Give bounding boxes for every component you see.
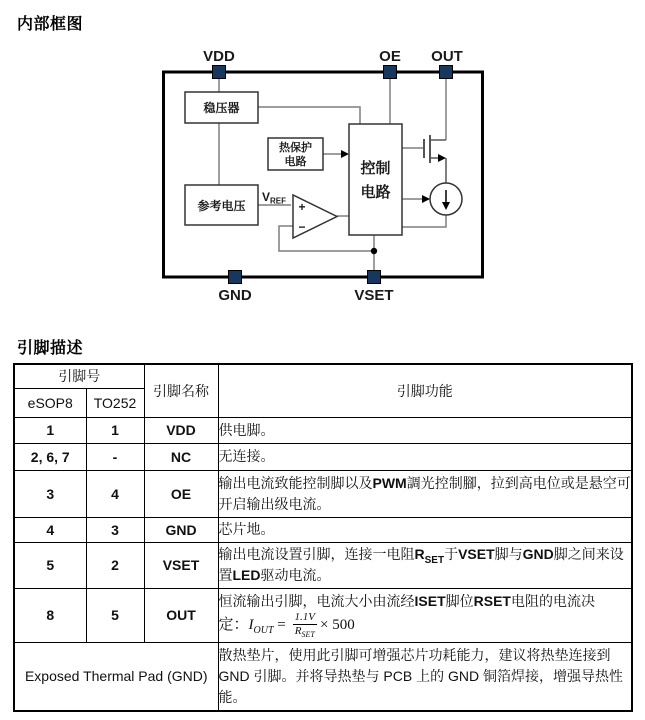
section-title-pin-description: 引脚描述: [17, 340, 84, 357]
control-to-source-arrow-icon: [422, 195, 430, 203]
pin-function-cell: 恒流输出引脚，电流大小由流经ISET脚位RSET电阻的电流决 定：$I_{OUT}$ = $\frac{1.1V}{R_{SET}}$ × 500: [218, 588, 632, 642]
pin-function-cell: 无连接。: [218, 443, 632, 470]
thermal-label-line1: 热保护: [279, 142, 312, 154]
reference-label: 参考电压: [197, 199, 246, 213]
pin-function-cell: 供电脚。: [218, 417, 632, 443]
vdd-pin-label: VDD: [203, 48, 235, 65]
table-row-out: [14, 588, 632, 642]
to252-cell: 4: [86, 470, 144, 517]
to252-cell: 5: [86, 588, 144, 642]
pin-name-cell: VDD: [144, 417, 218, 443]
esop8-cell: 5: [14, 542, 86, 588]
pin-function-cell: 散热垫片，使用此引脚可增强芯片功耗能力，建议将热垫连接到 GND 引脚。并将导热垫与 PCB 上的 GND 铜箔焊接，增强导热性能。: [218, 642, 632, 711]
table-row-gnd: [14, 517, 632, 542]
opamp-symbol: [293, 195, 337, 238]
thermal-to-control-arrow-icon: [341, 150, 349, 158]
regulator-label: 稳压器: [203, 101, 240, 115]
pin-name-cell: VSET: [144, 542, 218, 588]
thermal-label-line2: 电路: [284, 156, 307, 168]
header-esop8: eSOP8: [14, 388, 86, 417]
control-label-line1: 控制: [360, 160, 391, 177]
section-title-internal-block-diagram: 内部框图: [17, 16, 84, 33]
table-row-vset: [14, 542, 632, 588]
pin-name-cell: NC: [144, 443, 218, 470]
to252-cell: 3: [86, 517, 144, 542]
control-circuit-block: [349, 124, 402, 235]
header-to252: TO252: [86, 388, 144, 417]
table-header-row-1: [14, 364, 632, 388]
to252-cell: 2: [86, 542, 144, 588]
opamp-minus-sign: −: [298, 220, 306, 234]
esop8-cell: 4: [14, 517, 86, 542]
pin-name-cell: GND: [144, 517, 218, 542]
pin-description-table: [13, 363, 633, 712]
header-pin-function: 引脚功能: [218, 364, 632, 417]
to252-cell: -: [86, 443, 144, 470]
pin-function-cell: 输出电流设置引脚，连接一电阻$R_{SET}$于VSET脚与GND脚之间来设置LED驱动电流。: [218, 542, 632, 588]
esop8-cell: 2, 6, 7: [14, 443, 86, 470]
internal-block-diagram: [0, 0, 645, 330]
to252-cell: 1: [86, 417, 144, 443]
esop8-cell: 8: [14, 588, 86, 642]
out-pin-label: OUT: [431, 48, 463, 65]
header-pin-name: 引脚名称: [144, 364, 218, 417]
pin-name-cell: OE: [144, 470, 218, 517]
vdd-pin-pad: [213, 66, 226, 79]
header-pin-number: 引脚号: [14, 364, 144, 388]
mosfet-symbol: [424, 135, 446, 183]
opamp-plus-sign: +: [298, 200, 306, 214]
junction-dot: [371, 248, 377, 254]
mosfet-source-arrow-icon: [438, 154, 446, 162]
pin-function-cell: 芯片地。: [218, 517, 632, 542]
control-label-line2: 电路: [360, 184, 391, 201]
vref-label: $V_{REF}$: [262, 190, 287, 206]
oe-pin-label: OE: [379, 48, 401, 65]
pin-function-cell: 输出电流致能控制脚以及PWM調光控制腳，拉到高电位或是悬空可开启输出级电流。: [218, 470, 632, 517]
table-row-nc: [14, 443, 632, 470]
thermal-pad-label-cell: Exposed Thermal Pad (GND): [14, 642, 218, 711]
current-source-icon: [430, 183, 462, 215]
table-row-oe: [14, 470, 632, 517]
out-pin-pad: [440, 66, 453, 79]
table-row-vdd: [14, 417, 632, 443]
table-row-thermal-pad: [14, 642, 632, 711]
esop8-cell: 3: [14, 470, 86, 517]
gnd-pin-label: GND: [218, 287, 252, 304]
vset-pin-label: VSET: [354, 287, 394, 304]
pin-name-cell: OUT: [144, 588, 218, 642]
iout-formula: 定：$I_{OUT}$ = $\frac{1.1V}{R_{SET}}$ × 500: [218, 611, 355, 640]
oe-pin-pad: [384, 66, 397, 79]
esop8-cell: 1: [14, 417, 86, 443]
gnd-pin-pad: [229, 271, 242, 284]
vset-pin-pad: [368, 271, 381, 284]
